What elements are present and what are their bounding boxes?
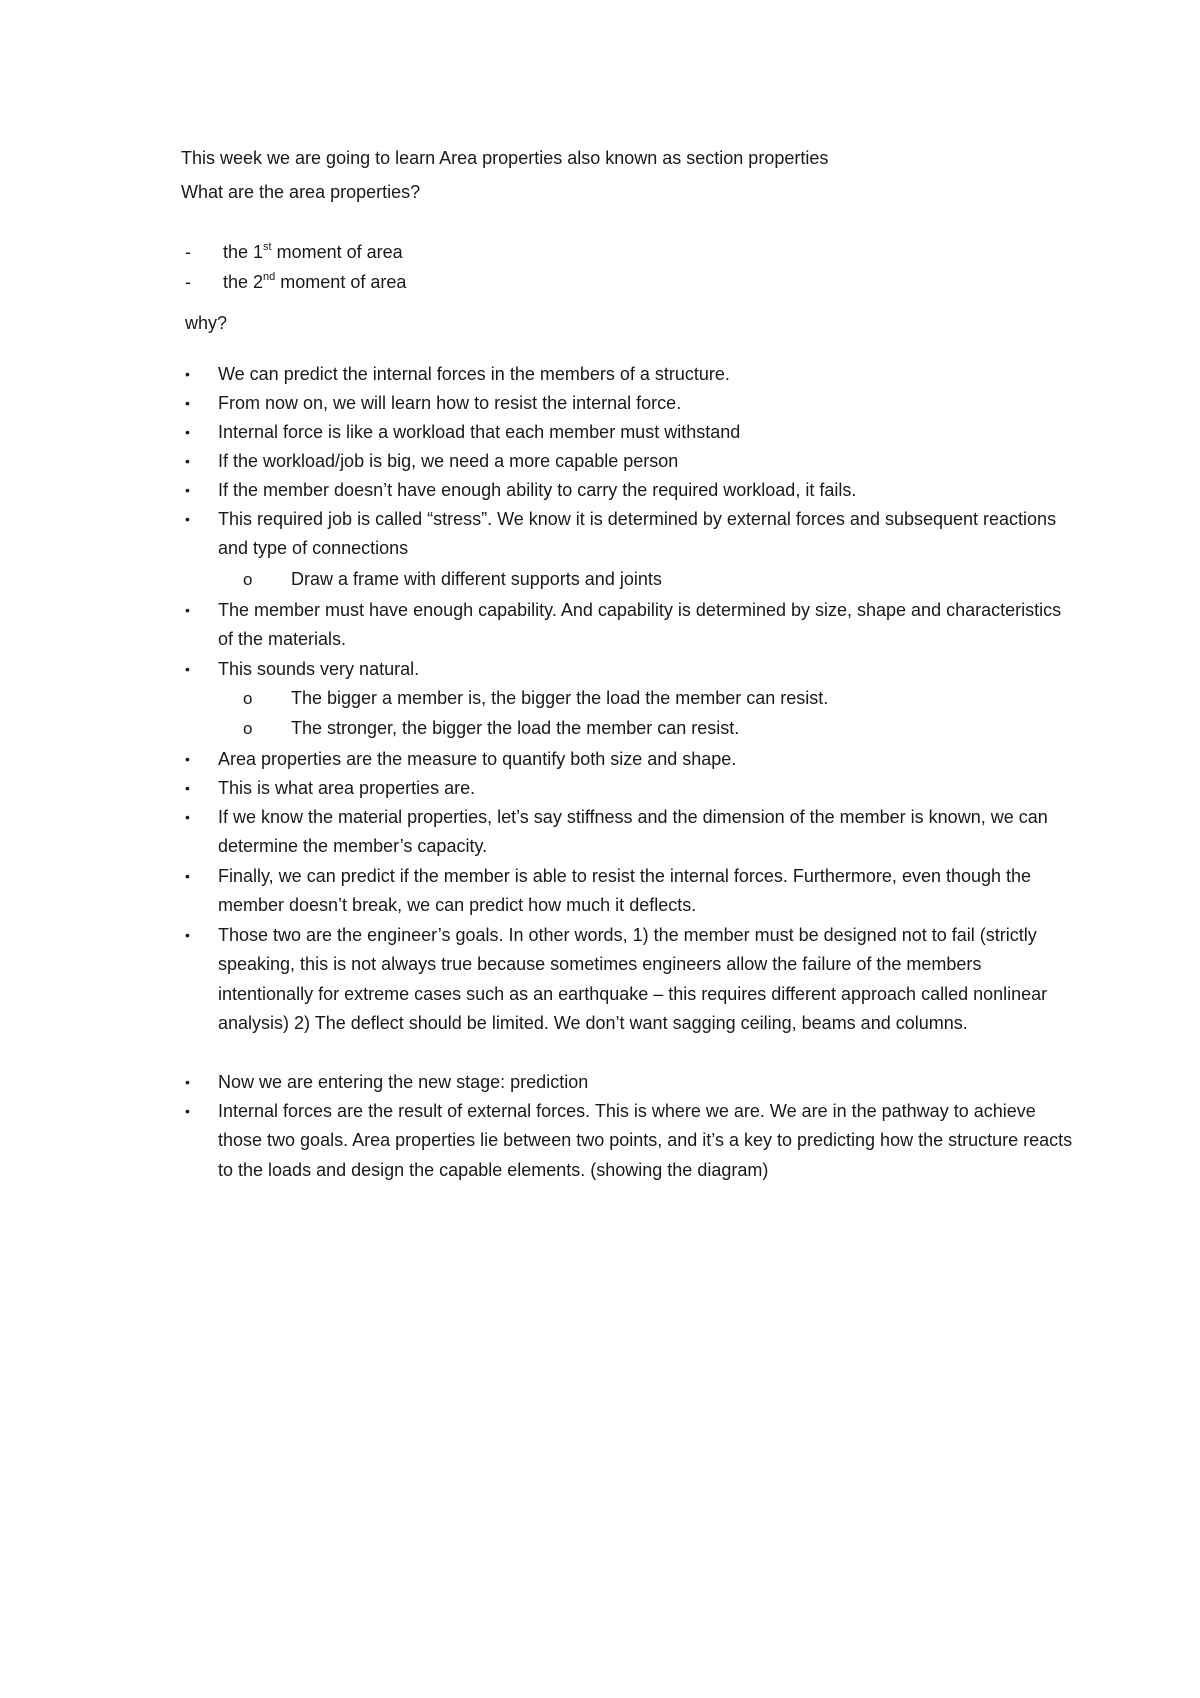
bullet-text: The member must have enough capability. And capability is determined by size, shape and characteristics of the materials.	[218, 600, 1062, 650]
bullet-icon: •	[185, 602, 190, 618]
bullet-icon: •	[185, 868, 190, 884]
bullet-icon: •	[185, 511, 190, 527]
bullet-text: Those two are the engineer’s goals. In other words, 1) the member must be designed not to fail (strictly speaking, this is not always true because sometimes engineers allow the failure of the members intentionally for extreme cases such as an earthquake – this requires different approach called nonlinear analysis) 2) The deflect should be limited. We don’t want sagging ceiling, beams and columns.	[218, 925, 1048, 1033]
dash-marker: -	[185, 242, 191, 262]
sub-bullet-text: Draw a frame with different supports and joints	[291, 569, 662, 589]
bullet-icon: •	[185, 395, 190, 411]
sub-bullet-text: The stronger, the bigger the load the member can resist.	[291, 718, 740, 738]
bullet-text: From now on, we will learn how to resist the internal force.	[218, 393, 682, 413]
dash-item-text: the 1st moment of area	[223, 241, 403, 262]
question-paragraph: What are the area properties?	[181, 182, 421, 202]
circle-bullet-icon: o	[243, 689, 253, 708]
sub-bullet-text: The bigger a member is, the bigger the load the member can resist.	[291, 688, 829, 708]
bullet-text: Area properties are the measure to quantify both size and shape.	[218, 749, 737, 769]
bullet-icon: •	[185, 809, 190, 825]
bullet-text: Finally, we can predict if the member is able to resist the internal forces. Furthermore, even though the member doesn’t break, we can predict how much it deflects.	[218, 866, 1032, 916]
bullet-icon: •	[185, 927, 190, 943]
dash-marker: -	[185, 272, 191, 292]
bullet-text: Now we are entering the new stage: prediction	[218, 1072, 589, 1092]
bullet-icon: •	[185, 424, 190, 440]
circle-bullet-icon: o	[243, 570, 253, 589]
bullet-text: This required job is called “stress”. We know it is determined by external forces and subsequent reactions and type of connections	[218, 509, 1057, 559]
bullet-text: Internal force is like a workload that each member must withstand	[218, 422, 741, 442]
circle-bullet-icon: o	[243, 719, 253, 738]
bullet-icon: •	[185, 482, 190, 498]
bullet-text: This is what area properties are.	[218, 778, 476, 798]
bullet-icon: •	[185, 453, 190, 469]
bullet-text: Internal forces are the result of external forces. This is where we are. We are in the pathway to achieve those two goals. Area properties lie between two points, and it’s a key to predicting how the structure reacts to the loads and design the capable elements. (showing the diagram)	[218, 1101, 1073, 1180]
bullet-text: If the member doesn’t have enough ability to carry the required workload, it fails.	[218, 480, 857, 500]
bullet-icon: •	[185, 780, 190, 796]
bullet-icon: •	[185, 1103, 190, 1119]
bullet-text: If we know the material properties, let’s say stiffness and the dimension of the member is known, we can determine the member’s capacity.	[218, 807, 1048, 857]
intro-paragraph: This week we are going to learn Area properties also known as section properties	[181, 148, 829, 168]
bullet-text: This sounds very natural.	[218, 659, 420, 679]
dash-item-text: the 2nd moment of area	[223, 271, 407, 292]
why-heading: why?	[185, 313, 228, 333]
bullet-text: If the workload/job is big, we need a more capable person	[218, 451, 679, 471]
bullet-icon: •	[185, 751, 190, 767]
bullet-icon: •	[185, 661, 190, 677]
bullet-icon: •	[185, 366, 190, 382]
bullet-text: We can predict the internal forces in the members of a structure.	[218, 364, 730, 384]
bullet-icon: •	[185, 1074, 190, 1090]
